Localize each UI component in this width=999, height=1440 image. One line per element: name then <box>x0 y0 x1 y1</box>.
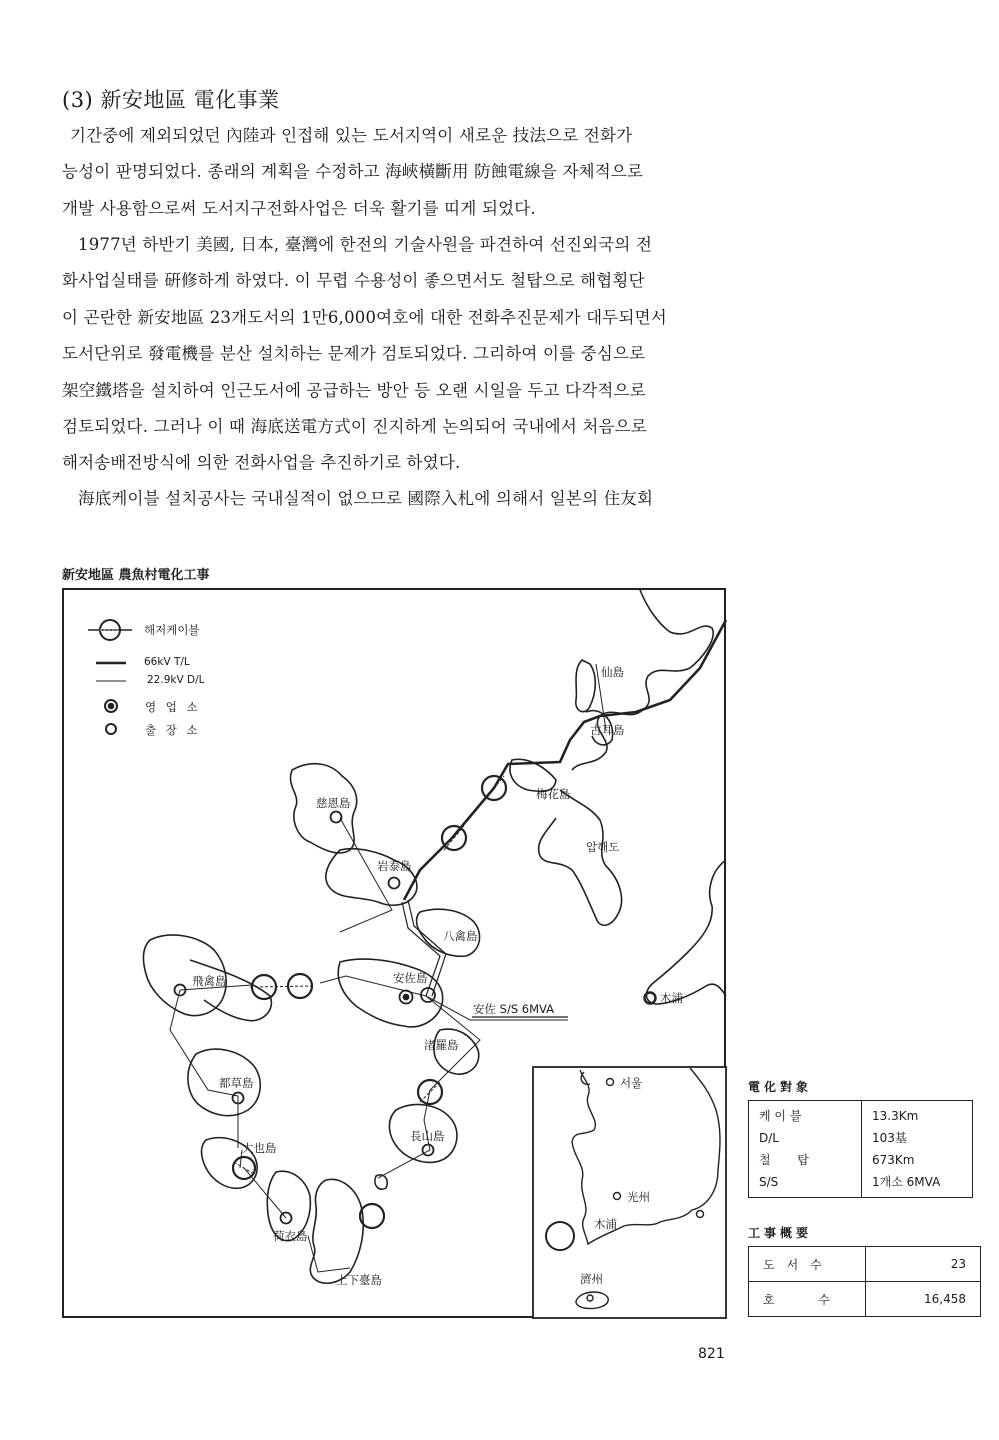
inset-label-gwangju: 光州 <box>627 1190 650 1204</box>
work-value: 23 <box>866 1247 981 1282</box>
legend-branch-office-icon <box>106 724 116 734</box>
table-row <box>749 1101 973 1198</box>
target-label: 철 탑 <box>759 1153 809 1167</box>
target-label: 케 이 블 <box>759 1109 802 1123</box>
paragraph-line: 해저송배전방식에 의한 전화사업을 추진하기로 하였다. <box>62 453 461 473</box>
place-label-maehwa: 梅花島 <box>536 787 571 801</box>
office-amtae <box>389 878 400 889</box>
place-label-seon: 仙島 <box>601 665 624 679</box>
paragraph-line: 도서단위로 發電機를 분산 설치하는 문제가 검토되었다. 그리하여 이를 중심으로 <box>62 344 646 364</box>
work-label: 호 수 <box>749 1282 866 1317</box>
work-title: 工事概要 <box>748 1226 813 1240</box>
legend-label-22kv: 22.9kV D/L <box>147 674 205 686</box>
coast-sangha <box>310 1179 363 1283</box>
coast-bigeum <box>190 960 271 1021</box>
target-values-cell <box>862 1101 973 1198</box>
paragraph-line: 架空鐵塔을 설치하여 인근도서에 공급하는 방안 등 오랜 시일을 두고 다각적으로 <box>62 380 646 400</box>
target-label: S/S <box>759 1175 779 1189</box>
place-label-mokpo: 木浦 <box>660 991 683 1005</box>
office-jangsan <box>423 1145 434 1156</box>
target-value: 673Km <box>872 1153 915 1167</box>
office-jaeun <box>331 812 342 823</box>
coast-small-island <box>375 1175 387 1189</box>
legend-label-main-office: 영 업 소 <box>145 700 201 714</box>
place-label-goi: 古耳島 <box>590 723 625 737</box>
substation-label-anjwa: 安佐 S/S 6MVA <box>473 1002 555 1016</box>
target-value: 1개소 6MVA <box>872 1175 941 1189</box>
place-label-anjwa: 安佐島 <box>393 971 428 985</box>
target-labels-cell <box>749 1101 862 1198</box>
legend-label-submarine-cable: 해저케이블 <box>144 623 200 637</box>
place-label-sangha: 上下臺島 <box>336 1273 382 1287</box>
target-value: 13.3Km <box>872 1109 919 1123</box>
main-office-anjwa <box>400 991 413 1004</box>
place-label-palgeum: 八禽島 <box>443 929 478 943</box>
place-label-haui: 荷衣島 <box>273 1229 308 1243</box>
paragraph-line: 능성이 판명되었다. 종래의 계획을 수정하고 海峽橫斷用 防蝕電線을 자체적으로 <box>62 162 644 182</box>
paragraph-line: 1977년 하반기 美國, 日本, 臺灣에 한전의 기술사원을 파견하여 선진외국의 전 <box>78 235 653 254</box>
submarine-cable-dashes <box>234 776 504 1174</box>
work-label: 도서수 <box>749 1247 866 1282</box>
paragraph-line: 기간중에 제외되었던 內陸과 인접해 있는 도서지역이 새로운 技法으로 전화가 <box>70 126 633 145</box>
legend-icons <box>88 620 132 734</box>
page-number: 821 <box>698 1346 725 1362</box>
work-value: 16,458 <box>866 1282 981 1317</box>
table-row <box>749 1247 981 1282</box>
transmission-line-66kv <box>404 620 726 900</box>
place-label-bigeum: 飛禽島 <box>192 974 227 988</box>
target-label: D/L <box>759 1131 779 1145</box>
coast-mainland-north <box>572 590 713 770</box>
target-value: 103基 <box>872 1131 907 1145</box>
paragraph-line: 海底케이블 설치공사는 국내실적이 없으므로 國際入札에 의해서 일본의 住友회 <box>78 489 654 508</box>
submarine-cable-crossings <box>233 776 506 1228</box>
section-heading: (3) 新安地區 電化事業 <box>62 88 280 112</box>
target-table <box>748 1100 973 1198</box>
inset-label-jeju: 濟州 <box>580 1272 603 1286</box>
coast-aphae <box>539 790 622 925</box>
work-table <box>748 1246 981 1317</box>
paragraph-line: 화사업실태를 硏修하게 하였다. 이 무렵 수용성이 좋으면서도 철탑으로 해협횡단 <box>62 271 645 291</box>
place-label-amtae: 岩泰島 <box>377 859 412 873</box>
inset-label-mokpo: 木浦 <box>594 1217 617 1231</box>
paragraph-line: 검토되었다. 그러나 이 때 海底送電方式이 진지하게 논의되어 국내에서 처음으로 <box>62 417 647 437</box>
paragraph-line: 이 곤란한 新安地區 23개도서의 1만6,000여호에 대한 전화추진문제가 대두되면서 <box>62 307 667 327</box>
place-label-aphae: 압해도 <box>586 840 620 854</box>
legend-label-branch-office: 출 장 소 <box>145 723 201 737</box>
inset-label-seoul: 서울 <box>620 1076 643 1090</box>
place-label-jaeun: 慈恩島 <box>316 796 351 810</box>
coast-seon-island <box>576 660 595 712</box>
table-row <box>749 1282 981 1317</box>
coast-east-mainland <box>646 860 726 1004</box>
figure-title: 新安地區 農魚村電化工事 <box>62 568 210 583</box>
legend-label-66kv: 66kV T/L <box>144 656 190 668</box>
place-label-jeora: 渚羅島 <box>424 1038 459 1052</box>
place-label-daeya: 大也島 <box>242 1141 277 1155</box>
place-label-docho: 都草島 <box>219 1076 254 1090</box>
target-title: 電化對象 <box>748 1080 813 1094</box>
place-label-jangsan: 長山島 <box>410 1129 445 1143</box>
paragraph-line: 개발 사용함으로써 도서지구전화사업은 더욱 활기를 띠게 되었다. <box>62 198 536 218</box>
